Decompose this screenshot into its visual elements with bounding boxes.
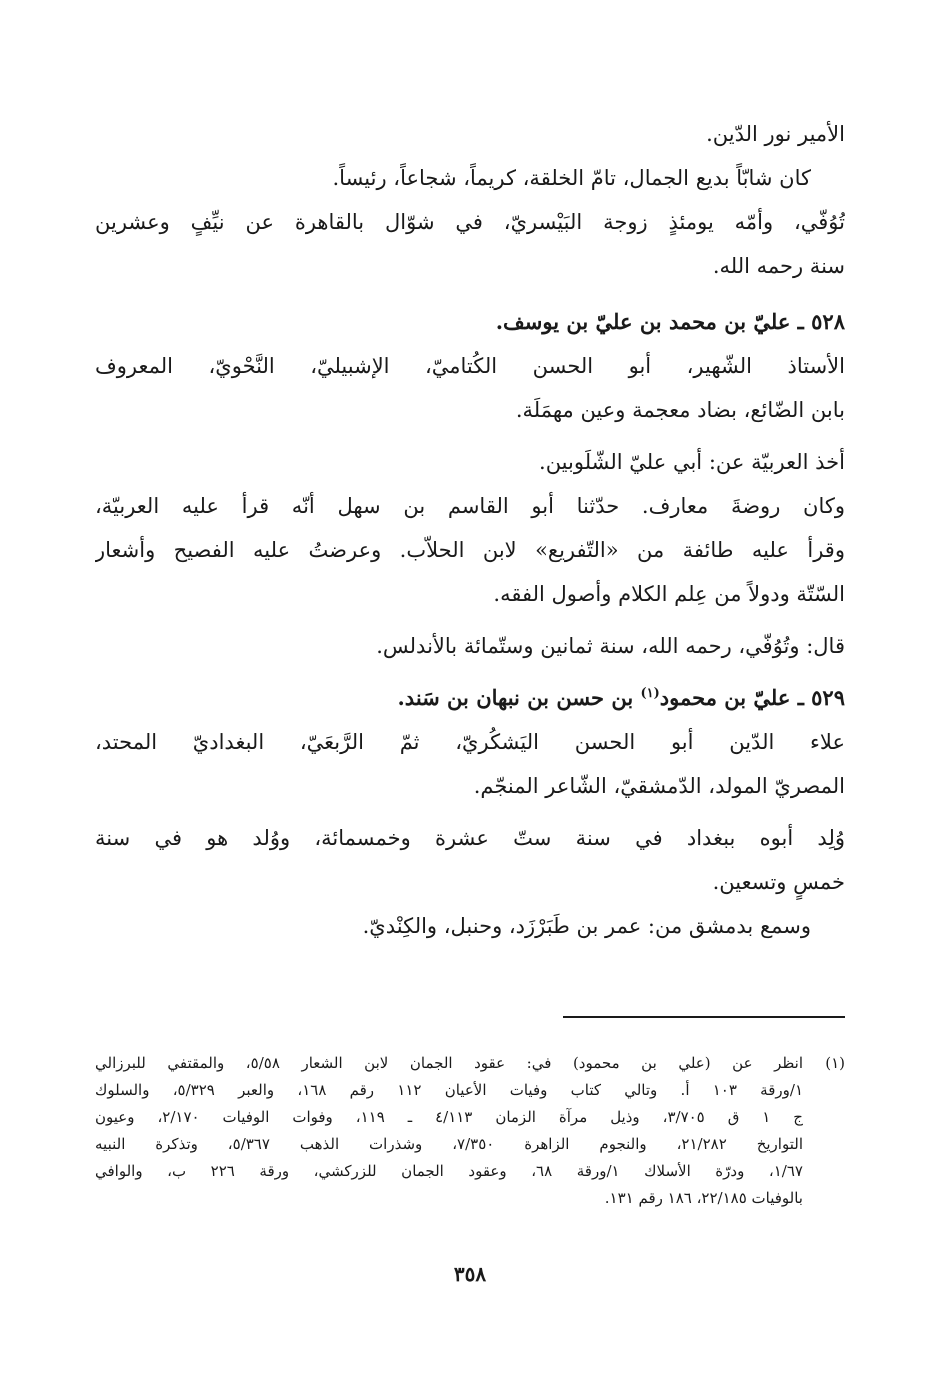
footnote-line: ج ١ ق ٣/٧٠٥، وذيل مرآة الزمان ٤/١١٣ ـ ١١٩، وفوات الوفيات ٢/١٧٠، وعيون [95, 1108, 803, 1126]
text-line: كان شابّاً بديع الجمال، تامّ الخلقة، كريماً، شجاعاً، رئيساً. [332, 166, 811, 190]
footnote-line [95, 1050, 845, 1077]
text-line: المصريّ المولد، الدّمشقيّ، الشّاعر المنجّم. [473, 774, 845, 798]
text-line: خمسٍ وتسعين. [712, 870, 845, 894]
text-line: الأمير نور الدّين. [706, 122, 845, 146]
entry-heading-529-name: ٥٢٩ ـ عليّ بن محمود [659, 685, 845, 710]
footnotes [95, 1050, 845, 1212]
footnote-reference: (١) [640, 686, 660, 701]
entry-heading-529-lineage: بن حسن بن نبهان بن سَند. [397, 685, 641, 710]
footnote-line: ١/٦٧، ودرّة الأسلاك ١/ورقة ٦٨، وعقود الجمان للزركشي، ورقة ٢٢٦ ب، والوافي [95, 1162, 803, 1180]
main-text [95, 112, 845, 948]
text-line: تُوُفّي، وأمّه يومئذٍ زوجة البَيْسريّ، في شوّال بالقاهرة عن نيِّفٍ وعشرين [95, 210, 845, 234]
footnote-line: بالوفيات ٢٢/١٨٥، ١٨٦ رقم ١٣١. [604, 1189, 803, 1207]
text-line: بابن الضّائع، بضاد معجمة وعين مهمَلَة. [515, 398, 845, 422]
entry-heading-528: ٥٢٨ ـ عليّ بن محمد بن عليّ بن يوسف. [495, 309, 845, 334]
page-number: ٣٥٨ [453, 1262, 487, 1286]
text-line: وسمع بدمشق من: عمر بن طَبَرْزَد، وحنبل، والكِنْديّ. [362, 914, 811, 938]
entry-heading-529 [95, 676, 845, 720]
footnote-text: انظر عن (علي بن محمود) في: عقود الجمان لابن الشعار ٥/٥٨، والمقتفي للبرزالي [95, 1054, 804, 1072]
footnote-marker: (١) [825, 1054, 845, 1072]
footnote-divider [563, 1016, 845, 1018]
text-line: وُلِد أبوه ببغداد في سنة ستّ عشرة وخمسمائة، ووُلد هو في سنة [95, 826, 845, 850]
text-line: وقرأ عليه طائفة من «التّفريع» لابن الحلاّب. وعرضتُ عليه الفصيح وأشعار [95, 538, 845, 562]
text-line: سنة رحمه الله. [712, 254, 845, 278]
text-line: أخذ العربيّة عن: أبي عليّ الشّلَوبين. [539, 450, 845, 474]
text-line: علاء الدّين أبو الحسن اليَشكُريّ، ثمّ الرَّبعَيّ، البغداديّ المحتد، [95, 730, 845, 754]
text-line: وكان روضةَ معارف. حدّثنا أبو القاسم بن سهل أنّه قرأ عليه العربيّة، [95, 494, 845, 518]
text-line: السّتّة ودولاً من عِلم الكلام وأصول الفقه. [493, 582, 845, 606]
footnote-line: ١/ورقة ١٠٣ أ. وتالي كتاب وفيات الأعيان ١١٢ رقم ١٦٨، والعبر ٥/٣٢٩، والسلوك [95, 1081, 803, 1099]
footnote-line: التواريخ ٢١/٢٨٢، والنجوم الزاهرة ٧/٣٥٠، وشذرات الذهب ٥/٣٦٧، وتذكرة النبيه [95, 1135, 803, 1153]
text-line: قال: وتُوُفّي، رحمه الله، سنة ثمانين وستّمائة بالأندلس. [376, 634, 845, 658]
text-line: الأستاذ الشّهير، أبو الحسن الكُتاميّ، الإشبيليّ، النَّحْويّ، المعروف [95, 354, 845, 378]
